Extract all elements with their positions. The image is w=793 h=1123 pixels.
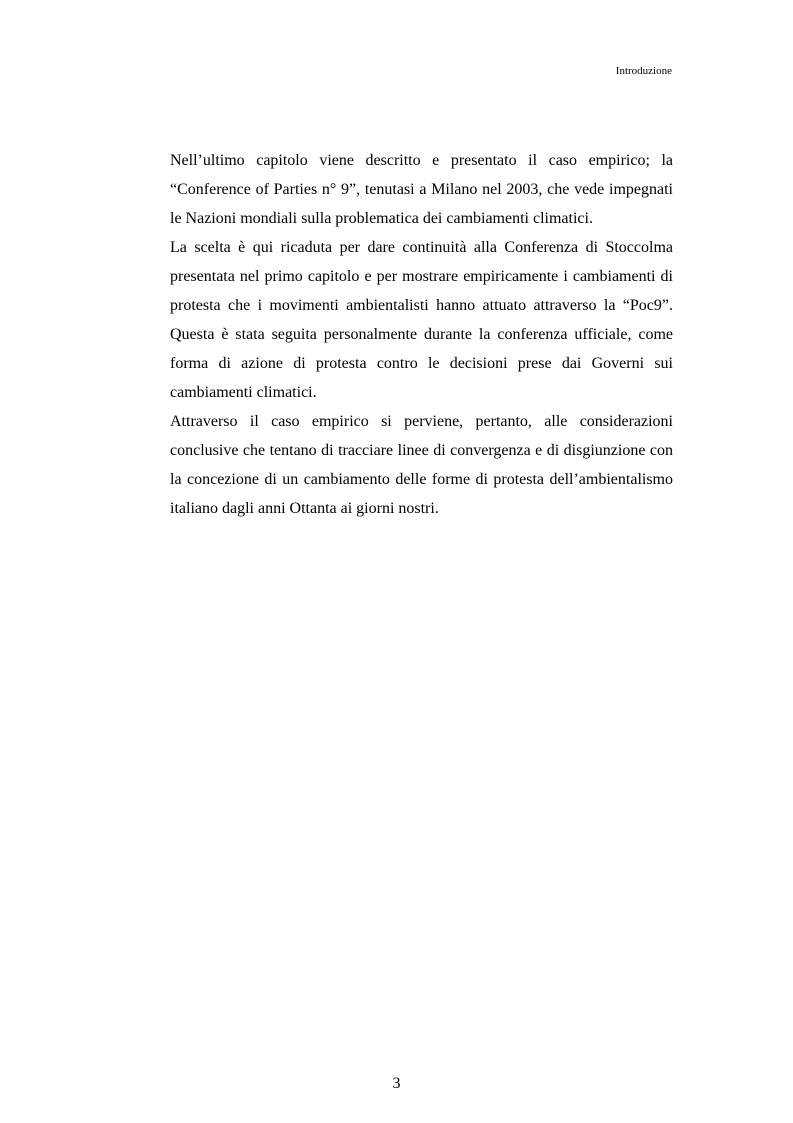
paragraph-2: La scelta è qui ricaduta per dare continuità alla Conferenza di Stoccolma presentata nel primo capitolo e per mostrare empiricamente i cambiamenti di protesta che i movimenti ambientalisti hanno attuato attraverso la “Poc9”. Questa è stata seguita personalmente durante la conferenza ufficiale, come forma di azione di protesta contro le decisioni prese dai Governi sui cambiamenti climatici. <box>170 239 673 401</box>
running-header: Introduzione <box>615 65 672 77</box>
body-text <box>170 146 673 523</box>
paragraph-3: Attraverso il caso empirico si perviene, pertanto, alle considerazioni conclusive che tentano di tracciare linee di convergenza e di disgiunzione con la concezione di un cambiamento delle forme di protesta dell’ambientalismo italiano dagli anni Ottanta ai giorni nostri. <box>170 413 673 517</box>
page-number: 3 <box>392 1075 401 1092</box>
paragraph-1: Nell’ultimo capitolo viene descritto e presentato il caso empirico; la “Conference of Parties n° 9”, tenutasi a Milano nel 2003, che vede impegnati le Nazioni mondiali sulla problematica dei cambiamenti climatici. <box>170 152 673 227</box>
